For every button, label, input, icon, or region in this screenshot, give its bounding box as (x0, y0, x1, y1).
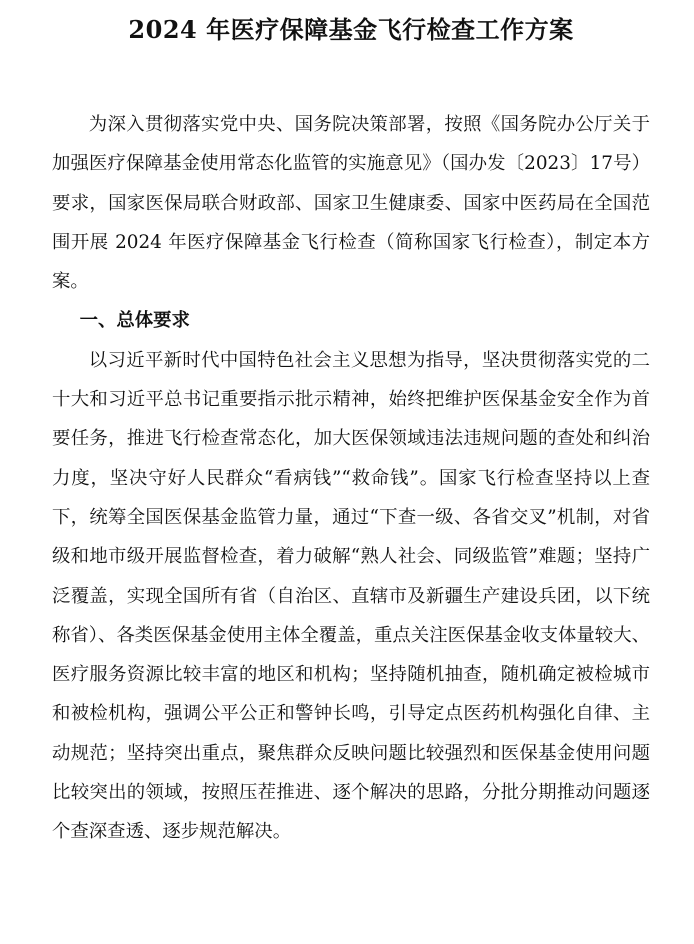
document-title: 2024 年医疗保障基金飞行检查工作方案 (128, 15, 574, 44)
document-body (52, 105, 650, 852)
section-paragraph: 以习近平新时代中国特色社会主义思想为指导，坚决贯彻落实党的二十大和习近平总书记重要指示批示精神，始终把维护医保基金安全作为首要任务，推进飞行检查常态化，加大医保领域违法违规问题的查处和纠治力度，坚决守好人民群众“看病钱”“救命钱”。国家飞行检查坚持以上查下，统筹全国医保基金监管力量，通过“下查一级、各省交叉”机制，对省级和地市级开展监督检查，着力破解“熟人社会、同级监管”难题；坚持广泛覆盖，实现全国所有省（自治区、直辖市及新疆生产建设兵团，以下统称省）、各类医保基金使用主体全覆盖，重点关注医保基金收支体量较大、医疗服务资源比较丰富的地区和机构；坚持随机抽查，随机确定被检城市和被检机构，强调公平公正和警钟长鸣，引导定点医药机构强化自律、主动规范；坚持突出重点，聚焦群众反映问题比较强烈和医保基金使用问题比较突出的领域，按照压茬推进、逐个解决的思路，分批分期推动问题逐个查深查透、逐步规范解决。 (52, 349, 650, 843)
intro-paragraph: 为深入贯彻落实党中央、国务院决策部署，按照《国务院办公厅关于加强医疗保障基金使用常态化监管的实施意见》（国办发〔2023〕17号）要求，国家医保局联合财政部、国家卫生健康委、国家中医药局在全国范围开展 2024 年医疗保障基金飞行检查（简称国家飞行检查），制定本方案。 (52, 114, 650, 293)
section-heading: 一、总体要求 (79, 310, 190, 332)
